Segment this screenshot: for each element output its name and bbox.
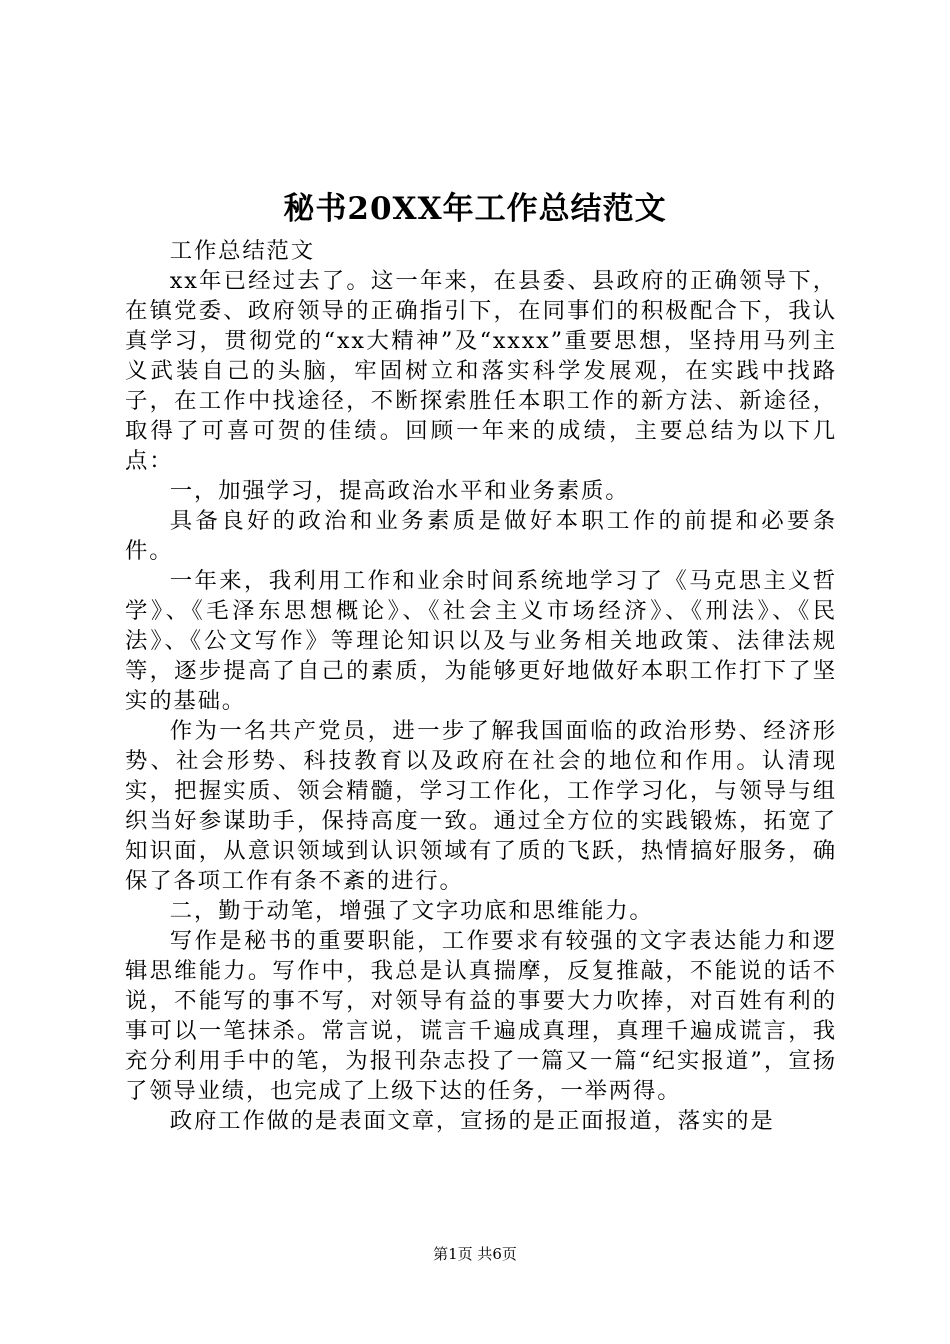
paragraph: 政府工作做的是表面文章，宣扬的是正面报道，落实的是 [169,1108,775,1134]
paragraph: 作为一名共产党员，进一步了解我国面临的政治形势、经济形势、社会形势、科技教育以及政府在社会的地位和作用。认清现实，把握实质、领会精髓，学习工作化，工作学习化，与领导与组织当好参谋助手，保持高度一致。通过全方位的实践锻炼，拓宽了知识面，从意识领域到认识领域有了质的飞跃，热情搞好服务，确保了各项工作有条不紊的进行。 [125,718,837,894]
paragraph: 写作是秘书的重要职能，工作要求有较强的文字表达能力和逻辑思维能力。写作中，我总是认真揣摩，反复推敲，不能说的话不说，不能写的事不写，对领导有益的事要大力吹捧，对百姓有利的事可以一笔抹杀。常言说，谎言千遍成真理，真理千遍成谎言，我充分利用手中的笔，为报刊杂志投了一篇又一篇“纪实报道”，宣扬了领导业绩，也完成了上级下达的任务，一举两得。 [125,928,837,1104]
document-body [125,236,837,1136]
section-heading-1: 一，加强学习，提高政治水平和业务素质。 [169,478,630,504]
page-number-footer: 第1页 共6页 [433,1245,517,1263]
paragraph-subtitle: 工作总结范文 [169,238,315,264]
paragraph: 具备良好的政治和业务素质是做好本职工作的前提和必要条件。 [125,508,837,564]
section-heading-2: 二，勤于动笔，增强了文字功底和思维能力。 [169,898,654,924]
document-title: 秘书20XX年工作总结范文 [283,191,667,227]
paragraph: 一年来，我利用工作和业余时间系统地学习了《马克思主义哲学》、《毛泽东思想概论》、《社会主义市场经济》、《刑法》、《民法》、《公文写作》等理论知识以及与业务相关地政策、法律法规等，逐步提高了自己的素质，为能够更好地做好本职工作打下了坚实的基础。 [125,568,837,714]
paragraph-intro: xx年已经过去了。这一年来，在县委、县政府的正确领导下，在镇党委、政府领导的正确指引下，在同事们的积极配合下，我认真学习，贯彻党的“xx大精神”及“xxxx”重要思想，坚持用马列主义武装自己的头脑，牢固树立和落实科学发展观，在实践中找路子，在工作中找途径，不断探索胜任本职工作的新方法、新途径，取得了可喜可贺的佳绩。回顾一年来的成绩，主要总结为以下几点： [125,268,837,474]
